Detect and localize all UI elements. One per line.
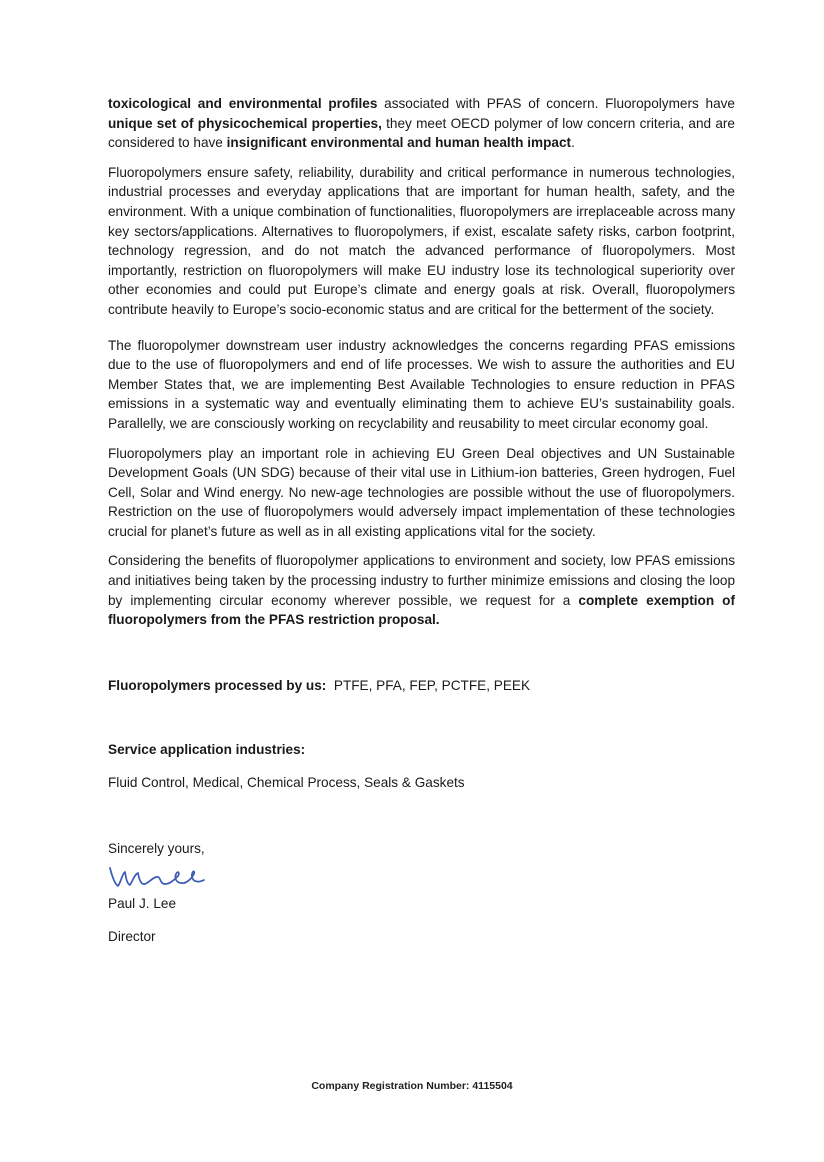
bold-physicochemical: unique set of physicochemical properties, (108, 115, 382, 131)
signature-icon (108, 862, 208, 892)
letter-body (108, 94, 735, 946)
text-fragment: associated with PFAS of concern. Fluoropolymers have (377, 96, 735, 111)
service-heading: Service application industries: (108, 742, 306, 758)
fluoropolymers-line (108, 676, 735, 696)
signer-title: Director (108, 928, 156, 944)
paragraph-emissions: The fluoropolymer downstream user industry acknowledges the concerns regarding PFAS emissions due to the use of fluoropolymers and end of life processes. We wish to assure the authorities and EU Member States that, we are implementing Best Available Technologies to ensure reduction in PFAS emissions in a systematic way and eventually eliminating them to achieve EU’s sustainability goals. Parallelly, we are consciously working on recyclability and reusability to meet circular economy goal. (108, 337, 735, 431)
company-registration-footer: Company Registration Number: 4115504 (311, 1080, 513, 1092)
paragraph-green-deal: Fluoropolymers play an important role in achieving EU Green Deal objectives and UN Sustainable Development Goals (UN SDG) because of their vital use in Lithium-ion batteries, Green hydrogen, Fuel Cell, Solar and Wind energy. No new-age technologies are possible without the use of fluoropolymers. Restriction on the use of fluoropolymers would adversely impact implementation of these technologies crucial for planet’s future as well as in all existing applications vital for the society. (108, 445, 735, 539)
bold-exemption-request: complete exemption of fluoropolymers from the PFAS restriction proposal. (108, 592, 736, 628)
fluoropolymers-value: PTFE, PFA, FEP, PCTFE, PEEK (333, 677, 531, 693)
signer-name: Paul J. Lee (108, 896, 177, 912)
text-fragment: . (571, 135, 575, 151)
handwritten-signature (108, 862, 208, 892)
bold-toxicological: toxicological and environmental profiles (108, 96, 378, 111)
paragraph-benefits: Fluoropolymers ensure safety, reliability, durability and critical performance in numerous technologies, industrial processes and everyday applications that are important for human health, safety, and the environment. With a unique combination of functionalities, fluoropolymers are irreplaceable across many key sectors/applications. Alternatives to fluoropolymers, if exist, escalate safety risks, carbon footprint, technology regression, and do not match the advanced performance of fluoropolymers. Most importantly, restriction on fluoropolymers will make EU industry lose its technological superiority over other economies and could put Europe’s climate and energy goals at risk. Overall, fluoropolymers contribute heavily to Europe’s socio-economic status and are critical for the betterment of the society. (108, 164, 735, 317)
service-value: Fluid Control, Medical, Chemical Process, Seals & Gaskets (108, 775, 465, 791)
bold-impact: insignificant environmental and human health impact (226, 135, 572, 151)
fluoropolymers-label: Fluoropolymers processed by us: (108, 677, 327, 693)
text-fragment: Considering the benefits of fluoropolymer applications to environment and society, low PFAS emissions and initiatives being taken by the processing industry to further minimize emissions and closing the loop by implementing circular economy wherever possible, we request for a (108, 553, 735, 608)
closing-salutation: Sincerely yours, (108, 840, 205, 856)
text-fragment: they meet OECD polymer of low concern criteria, and are considered to have (108, 115, 735, 151)
paragraph-profiles (108, 94, 735, 153)
paragraph-request (108, 551, 735, 629)
